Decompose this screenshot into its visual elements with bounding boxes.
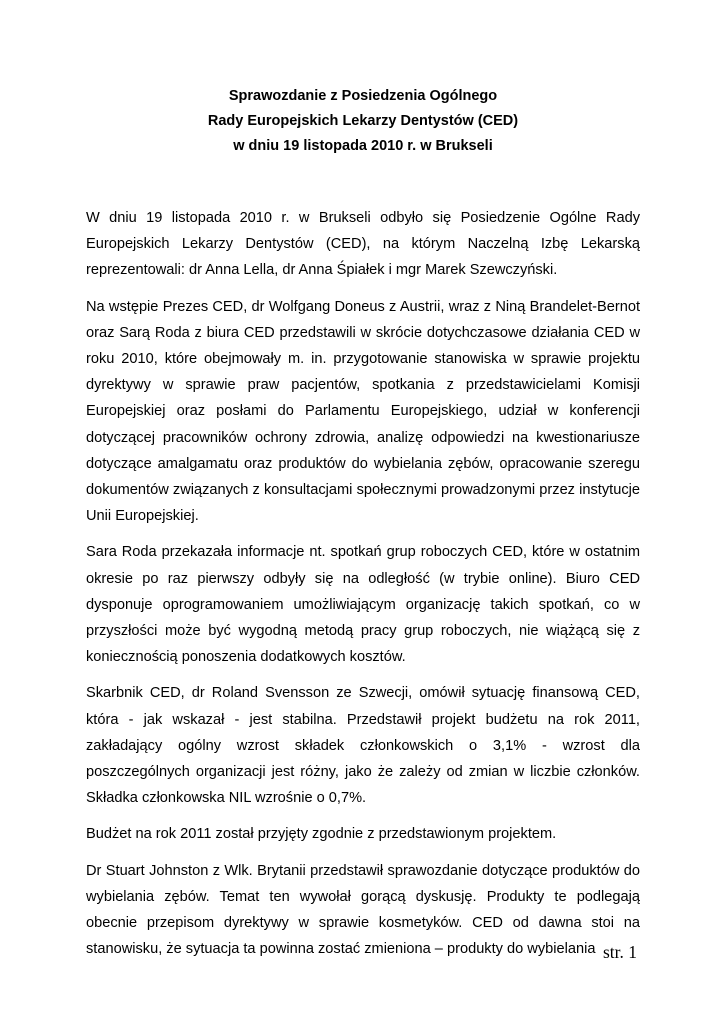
paragraph-working-groups: Sara Roda przekazała informacje nt. spotkań grup roboczych CED, które w ostatnim okresie po raz pierwszy odbyły się na odległość (w trybie online). Biuro CED dysponuje oprogramowaniem umożliwiającym organizację takich spotkań, co w przyszłości może być wygodną metodą pracy grup roboczych, nie wiążącą się z koniecznością ponoszenia dodatkowych kosztów. xyxy=(86,544,640,666)
title-line-3: w dniu 19 listopada 2010 r. w Brukseli xyxy=(233,138,493,154)
paragraph-intro: W dniu 19 listopada 2010 r. w Brukseli odbyło się Posiedzenie Ogólne Rady Europejskich Lekarzy Dentystów (CED), na którym Naczelną Izbę Lekarską reprezentowali: dr Anna Lella, dr Anna Śpiałek i mgr Marek Szewczyński. xyxy=(86,210,640,279)
paragraph-whitening: Dr Stuart Johnston z Wlk. Brytanii przedstawił sprawozdanie dotyczące produktów do wybielania zębów. Temat ten wywołał gorącą dyskusję. Produkty te podlegają obecnie przepisom dyrektywy w sprawie kosmetyków. CED od dawna stoi na stanowisku, że sytuacja ta powinna zostać zmieniona – produkty do wybielania xyxy=(86,862,640,958)
title-line-1: Sprawozdanie z Posiedzenia Ogólnego xyxy=(228,88,498,104)
paragraph-treasurer: Skarbnik CED, dr Roland Svensson ze Szwecji, omówił sytuację finansową CED, która - jak wskazał - jest stabilna. Przedstawił projekt budżetu na rok 2011, zakładający ogólny wzrost składek członkowskich o 3,1% - wzrost dla poszczególnych organizacji jest różny, jako że zależy od zmian w liczbie członków. Składka członkowska NIL wzrośnie o 0,7%. xyxy=(86,685,640,807)
page-number: str. 1 xyxy=(602,942,637,962)
document-title xyxy=(86,84,640,159)
document-body xyxy=(86,205,640,972)
title-line-2: Rady Europejskich Lekarzy Dentystów (CED) xyxy=(207,113,519,129)
paragraph-budget: Budżet na rok 2011 został przyjęty zgodnie z przedstawionym projektem. xyxy=(86,826,557,843)
paragraph-president-report: Na wstępie Prezes CED, dr Wolfgang Doneus z Austrii, wraz z Niną Brandelet-Bernot oraz Sarą Roda z biura CED przedstawili w skrócie dotychczasowe działania CED w roku 2010, które obejmowały m. in. przygotowanie stanowiska w sprawie projektu dyrektywy w sprawie praw pacjentów, spotkania z przedstawicielami Komisji Europejskiej oraz posłami do Parlamentu Europejskiego, udział w konferencji dotyczącej pracowników ochrony zdrowia, analizę odpowiedzi na kwestionariusze dotyczące amalgamatu oraz produktów do wybielania zębów, opracowanie szeregu dokumentów związanych z konsultacjami społecznymi prowadzonymi przez instytucje Unii Europejskiej. xyxy=(86,298,640,525)
